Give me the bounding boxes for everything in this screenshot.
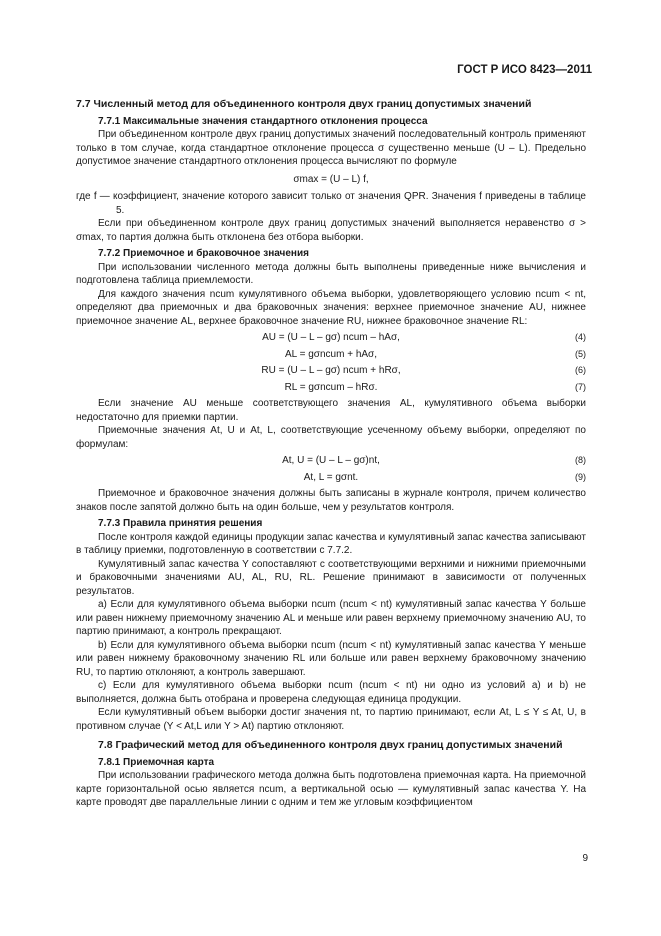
equation-number: (5)	[575, 348, 586, 359]
paragraph: При использовании численного метода должны быть выполнены приведенные ниже вычисления и подготовлена таблица приемлемости.	[76, 261, 586, 286]
equation-text: At, U = (U – L – gσ)nt,	[282, 455, 380, 466]
equation-4	[76, 331, 586, 345]
equation-5	[76, 348, 586, 362]
section-7-8-1-title: 7.8.1 Приемочная карта	[98, 756, 215, 768]
paragraph: Если при объединенном контроле двух границ допустимых значений выполняется неравенство σ > σmax, то партия должна быть отклонена без отбора выборки.	[76, 218, 586, 243]
equation-number: (4)	[575, 332, 586, 342]
page-number: 9	[582, 853, 588, 864]
list-item-a: а) Если для кумулятивного объема выборки ncum (ncum < nt) кумулятивный запас качества Y больше или равен нижнему приемочному значению AL и меньше или равен верхнему приемочному значению AU, то партию принимают, а контроль прекращают.	[76, 599, 586, 637]
equation-number: (7)	[575, 381, 586, 392]
equation-text: AL = gσncum + hAσ,	[284, 348, 378, 360]
paragraph: Приемочное и браковочное значения должны быть записаны в журнале контроля, причем количество знаков после запятой должно быть на один больше, чем у результатов контроля.	[76, 488, 586, 513]
section-7-7-2-title: 7.7.2 Приемочное и браковочное значения	[98, 248, 309, 259]
equation-9	[76, 471, 586, 485]
section-7-8-title: 7.8 Графический метод для объединенного контроля двух границ допустимых значений	[98, 739, 563, 751]
paragraph: При использовании графического метода должна быть подготовлена приемочная карта. На приемочной карте горизонтальной осью является ncum, а вертикальной осью — кумулятивный запас качества Y. На карте проводят две параллельные линии с одним и тем же угловым коэффициентом	[76, 770, 586, 808]
paragraph: Приемочные значения At, U и At, L, соответствующие усеченному объему выборки, определяют по формулам:	[76, 425, 586, 450]
list-item-b: b) Если для кумулятивного объема выборки ncum (ncum < nt) кумулятивный запас качества Y меньше или равен нижнему браковочному значению RL или больше или равен верхнему браковочному значению RU, то партию отклоняют, а контроль завершают.	[76, 639, 586, 678]
paragraph: Кумулятивный запас качества Y сопоставляют с соответствующими верхними и нижними приемочными и браковочными значениями AU, AL, RU, RL. Решение принимают в зависимости от полученных результатов.	[76, 558, 586, 597]
equation-6	[76, 364, 586, 378]
paragraph: Если значение AU меньше соответствующего значения AL, кумулятивного объема выборки недостаточно для приемки партии.	[76, 398, 586, 423]
equation-text: RU = (U – L – gσ) ncum + hRσ,	[261, 365, 401, 376]
document-code: ГОСТ Р ИСО 8423—2011	[457, 64, 592, 76]
formula-sigma-max: σmax = (U – L) f,	[293, 173, 369, 185]
equation-number: (9)	[575, 471, 586, 482]
section-7-7-title: 7.7 Численный метод для объединенного контроля двух границ допустимых значений	[76, 98, 532, 110]
list-item-c: с) Если для кумулятивного объема выборки ncum (ncum < nt) ни одно из условий а) и b) не выполняется, должна быть отобрана и проверена следующая единица продукции.	[76, 680, 586, 705]
page-content	[76, 92, 586, 810]
equation-8	[76, 454, 586, 468]
section-7-7-3-title: 7.7.3 Правила принятия решения	[98, 518, 263, 529]
section-7-7-1-title: 7.7.1 Максимальные значения стандартного отклонения процесса	[98, 115, 428, 127]
paragraph: Если кумулятивный объем выборки достиг значения nt, то партию принимают, если At, L ≤ Y ≤ At, U, в противном случае (Y < At,L или Y > At) партию отклоняют.	[76, 707, 586, 732]
equation-number: (8)	[575, 455, 586, 465]
formula-where-clause: где f — коэффициент, значение которого зависит только от значения QPR. Значения f приведены в таблице 5.	[76, 191, 586, 216]
equation-number: (6)	[575, 365, 586, 375]
equation-text: At, L = gσnt.	[303, 471, 359, 483]
paragraph: При объединенном контроле двух границ допустимых значений последовательный контроль применяют только в том случае, когда стандартное отклонение процесса σ существенно меньше (U – L). Предельно допустимое значение стандартного отклонения процесса вычисляют по формуле	[76, 129, 586, 167]
paragraph: После контроля каждой единицы продукции запас качества и кумулятивный запас качества записывают в таблицу приемки, подготовленную в соответствии с 7.7.2.	[76, 531, 586, 556]
equation-7	[76, 381, 586, 395]
equation-text: AU = (U – L – gσ) ncum – hAσ,	[262, 332, 400, 343]
paragraph: Для каждого значения ncum кумулятивного объема выборки, удовлетворяющего условию ncum < nt, определяют два приемочных и два браковочных значения: верхнее приемочное значение AU, нижнее приемочное значение AL, верхнее браковочное значение RU, нижнее браковочное значение RL:	[76, 288, 586, 327]
equation-text: RL = gσncum – hRσ.	[284, 381, 378, 393]
